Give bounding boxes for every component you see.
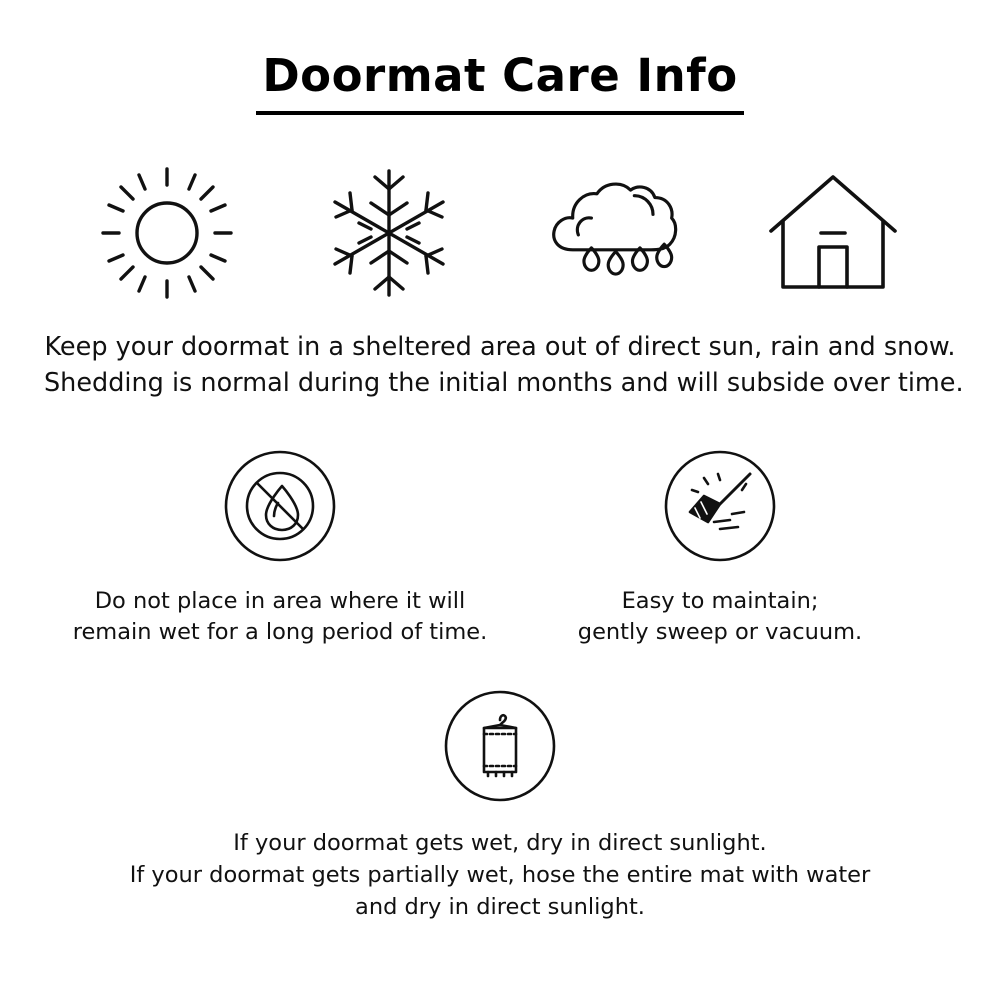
intro-paragraph: [0, 329, 1000, 401]
no-water-icon: [224, 450, 336, 562]
care-caption-sweep-line-1: Easy to maintain;: [621, 587, 819, 614]
hanging-mat-icon: [444, 690, 556, 802]
house-icon: [763, 163, 903, 303]
page-title: Doormat Care Info: [256, 52, 743, 115]
drying-caption: [130, 828, 871, 924]
sun-icon: [97, 163, 237, 303]
weather-icon-row: [0, 163, 1000, 303]
drying-section: [0, 690, 1000, 924]
care-caption-sweep: [578, 586, 862, 648]
rain-cloud-icon: [541, 163, 681, 303]
care-items-row: [0, 450, 1000, 648]
intro-line-2: Shedding is normal during the initial months and will subside over time.: [44, 368, 964, 399]
care-caption-no-water-line-1: Do not place in area where it will: [94, 587, 466, 614]
drying-line-1: If your doormat gets wet, dry in direct sunlight.: [233, 829, 767, 856]
drying-line-2: If your doormat gets partially wet, hose the entire mat with water: [129, 861, 871, 888]
drying-line-3: and dry in direct sunlight.: [355, 893, 645, 920]
care-caption-sweep-line-2: gently sweep or vacuum.: [577, 618, 863, 645]
care-item-no-water: [60, 450, 500, 648]
care-caption-no-water-line-2: remain wet for a long period of time.: [72, 618, 488, 645]
care-caption-no-water: [73, 586, 488, 648]
page-title-area: [0, 0, 1000, 115]
intro-line-1: Keep your doormat in a sheltered area out of direct sun, rain and snow.: [44, 332, 956, 363]
snowflake-icon: [319, 163, 459, 303]
care-item-sweep: [500, 450, 940, 648]
broom-sweep-icon: [664, 450, 776, 562]
